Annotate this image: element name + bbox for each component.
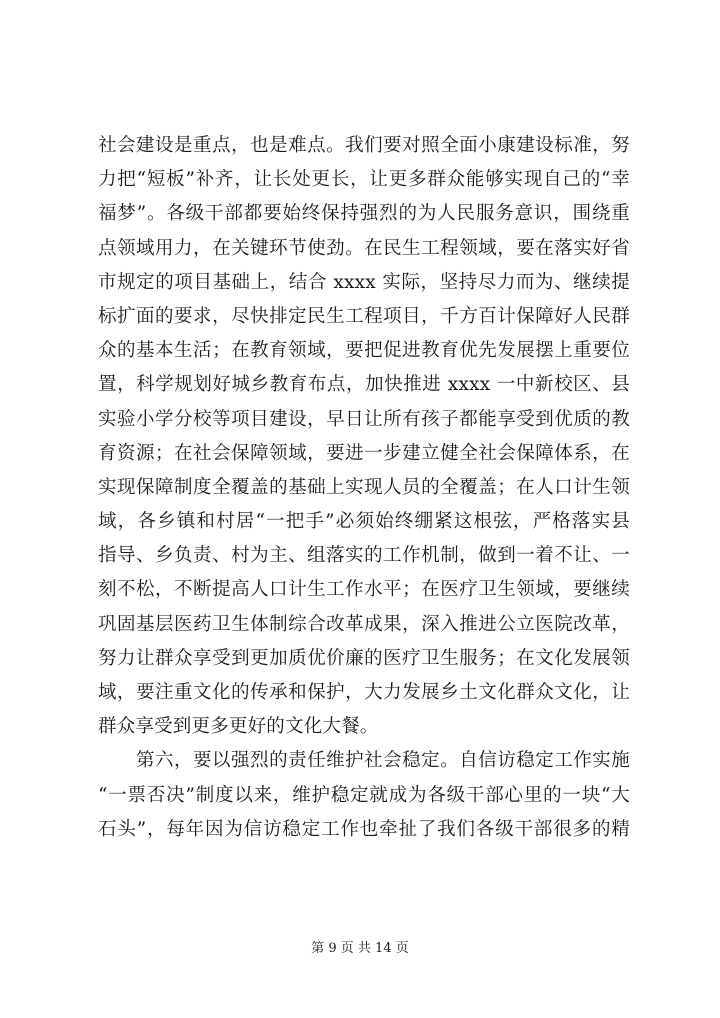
page-number-footer: 第 9 页 共 14 页 bbox=[311, 941, 409, 956]
text-line: 域，各乡镇和村居“一把手”必须始终绷紧这根弦，严格落实县 bbox=[98, 511, 630, 533]
text-line: 力把“短板”补齐，让长处更长，让更多群众能够实现自己的“幸 bbox=[98, 169, 630, 191]
text-line: 努力让群众享受到更加质优价廉的医疗卫生服务；在文化发展领 bbox=[98, 647, 630, 669]
text-line: 群众享受到更多更好的文化大餐。 bbox=[98, 716, 379, 738]
text-line: 指导、乡负责、村为主、组落实的工作机制，做到一着不让、一 bbox=[98, 545, 630, 567]
text-line: 点领域用力，在关键环节使劲。在民生工程领域，要在落实好省 bbox=[98, 237, 630, 259]
text-line: 众的基本生活；在教育领域，要把促进教育优先发展摆上重要位 bbox=[98, 340, 630, 362]
text-line: 标扩面的要求，尽快排定民生工程项目，千方百计保障好人民群 bbox=[98, 305, 630, 327]
text-line: 市规定的项目基础上，结合 xxxx 实际，坚持尽力而为、继续提 bbox=[98, 271, 630, 293]
text-line: 社会建设是重点，也是难点。我们要对照全面小康建设标准，努 bbox=[98, 135, 630, 156]
text-line: 实现保障制度全覆盖的基础上实现人员的全覆盖；在人口计生领 bbox=[98, 476, 630, 498]
text-line: 刻不松，不断提高人口计生工作水平；在医疗卫生领域，要继续 bbox=[98, 579, 630, 601]
text-line: 育资源；在社会保障领域，要进一步建立健全社会保障体系，在 bbox=[98, 442, 630, 464]
text-line: 福梦”。各级干部都要始终保持强烈的为人民服务意识，围绕重 bbox=[98, 203, 630, 225]
text-line: 石头”，每年因为信访稳定工作也牵扯了我们各级干部很多的精 bbox=[98, 818, 630, 840]
text-line: 置，科学规划好城乡教育布点，加快推进 xxxx 一中新校区、县 bbox=[98, 374, 630, 396]
body-text bbox=[98, 129, 630, 847]
text-line: 实验小学分校等项目建设，早日让所有孩子都能享受到优质的教 bbox=[98, 408, 630, 430]
text-line: 域，要注重文化的传承和保护，大力发展乡土文化群众文化，让 bbox=[98, 682, 630, 703]
text-line: 巩固基层医药卫生体制综合改革成果，深入推进公立医院改革， bbox=[98, 613, 630, 635]
paragraph-first-line: 第六，要以强烈的责任维护社会稳定。自信访稳定工作实施 bbox=[136, 750, 630, 772]
text-line: “一票否决”制度以来，维护稳定就成为各级干部心里的一块“大 bbox=[98, 784, 630, 806]
